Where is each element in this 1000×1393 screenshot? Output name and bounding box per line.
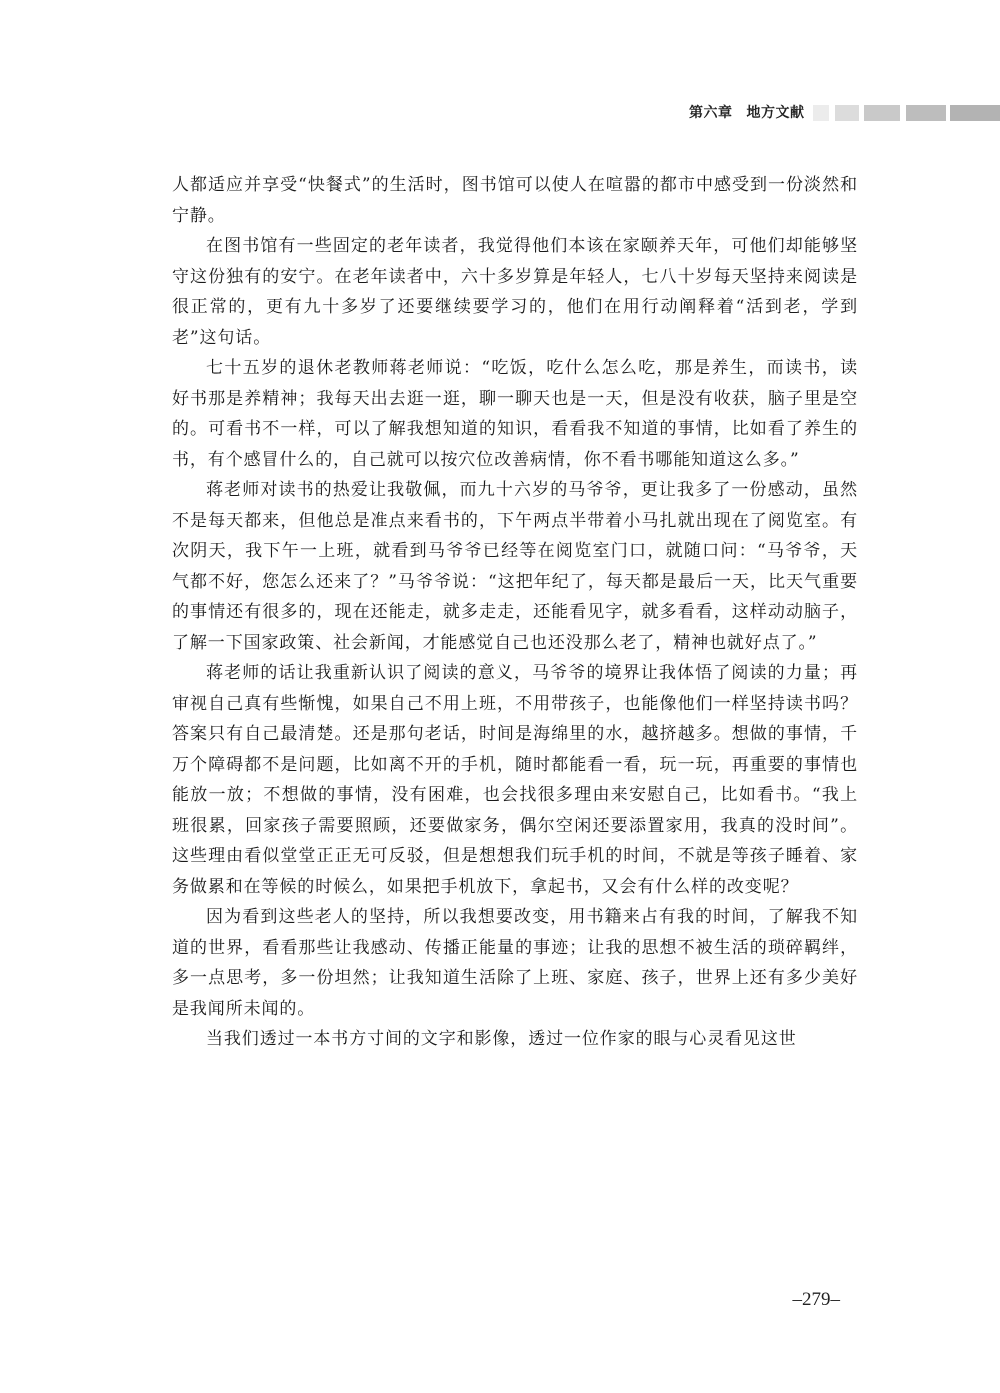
- section-label: 地方文献: [746, 105, 805, 121]
- paragraph: 在图书馆有一些固定的老年读者，我觉得他们本该在家颐养天年，可他们却能够坚守这份独有的安宁。在老年读者中，六十多岁算是年轻人，七八十岁每天坚持来阅读是很正常的，更有九十多岁了还要继续要学习的，他们在用行动阐释着“活到老，学到老”这句话。: [172, 236, 858, 348]
- paragraph: 蒋老师的话让我重新认识了阅读的意义，马爷爷的境界让我体悟了阅读的力量；再审视自己真有些惭愧，如果自己不用上班，不用带孩子，也能像他们一样坚持读书吗？答案只有自己最清楚。还是那句老话，时间是海绵里的水，越挤越多。想做的事情，千万个障碍都不是问题，比如离不开的手机，随时都能看一看，玩一玩，再重要的事情也能放一放；不想做的事情，没有困难，也会找很多理由来安慰自己，比如看书。“我上班很累，回家孩子需要照顾，还要做家务，偶尔空闲还要添置家用，我真的没时间”。这些理由看似堂堂正正无可反驳，但是想想我们玩手机的时间，不就是等孩子睡着、家务做累和在等候的时候么，如果把手机放下，拿起书，又会有什么样的改变呢？: [172, 663, 858, 897]
- paragraph: 当我们透过一本书方寸间的文字和影像，透过一位作家的眼与心灵看见这世: [206, 1029, 797, 1049]
- header-decoration-block: [864, 105, 900, 121]
- running-header-text: [689, 102, 805, 122]
- paragraph: 蒋老师对读书的热爱让我敬佩，而九十六岁的马爷爷，更让我多了一份感动，虽然不是每天都来，但他总是准点来看书的，下午两点半带着小马扎就出现在了阅览室。有次阴天，我下午一上班，就看到马爷爷已经等在阅览室门口，就随口问：“马爷爷，天气都不好，您怎么还来了？”马爷爷说：“这把年纪了，每天都是最后一天，比天气重要的事情还有很多的，现在还能走，就多走走，还能看见字，就多看看，这样动动脑子，了解一下国家政策、社会新闻，才能感觉自己也还没那么老了，精神也就好点了。”: [172, 480, 858, 653]
- paragraph: 七十五岁的退休老教师蒋老师说：“吃饭，吃什么怎么吃，那是养生，而读书，读好书那是养精神；我每天出去逛一逛，聊一聊天也是一天，但是没有收获，脑子里是空的。可看书不一样，可以了解我想知道的知识，看看我不知道的事情，比如看了养生的书，有个感冒什么的，自己就可以按穴位改善病情，你不看书哪能知道这么多。”: [172, 358, 858, 470]
- paragraph: 因为看到这些老人的坚持，所以我想要改变，用书籍来占有我的时间，了解我不知道的世界，看看那些让我感动、传播正能量的事迹；让我的思想不被生活的琐碎羁绊，多一点思考，多一份坦然；让我知道生活除了上班、家庭、孩子，世界上还有多少美好是我闻所未闻的。: [172, 907, 858, 1019]
- page-number: –279–: [792, 1289, 840, 1310]
- running-header: [650, 101, 1000, 123]
- body-text: [172, 170, 858, 1055]
- chapter-label: 第六章: [689, 105, 733, 121]
- header-decoration-block: [906, 105, 946, 121]
- header-decoration-block: [950, 105, 1000, 121]
- paragraph: 人都适应并享受“快餐式”的生活时，图书馆可以使人在喧嚣的都市中感受到一份淡然和宁静。: [172, 175, 858, 226]
- header-decoration-block: [813, 105, 829, 121]
- header-decoration-block: [835, 105, 859, 121]
